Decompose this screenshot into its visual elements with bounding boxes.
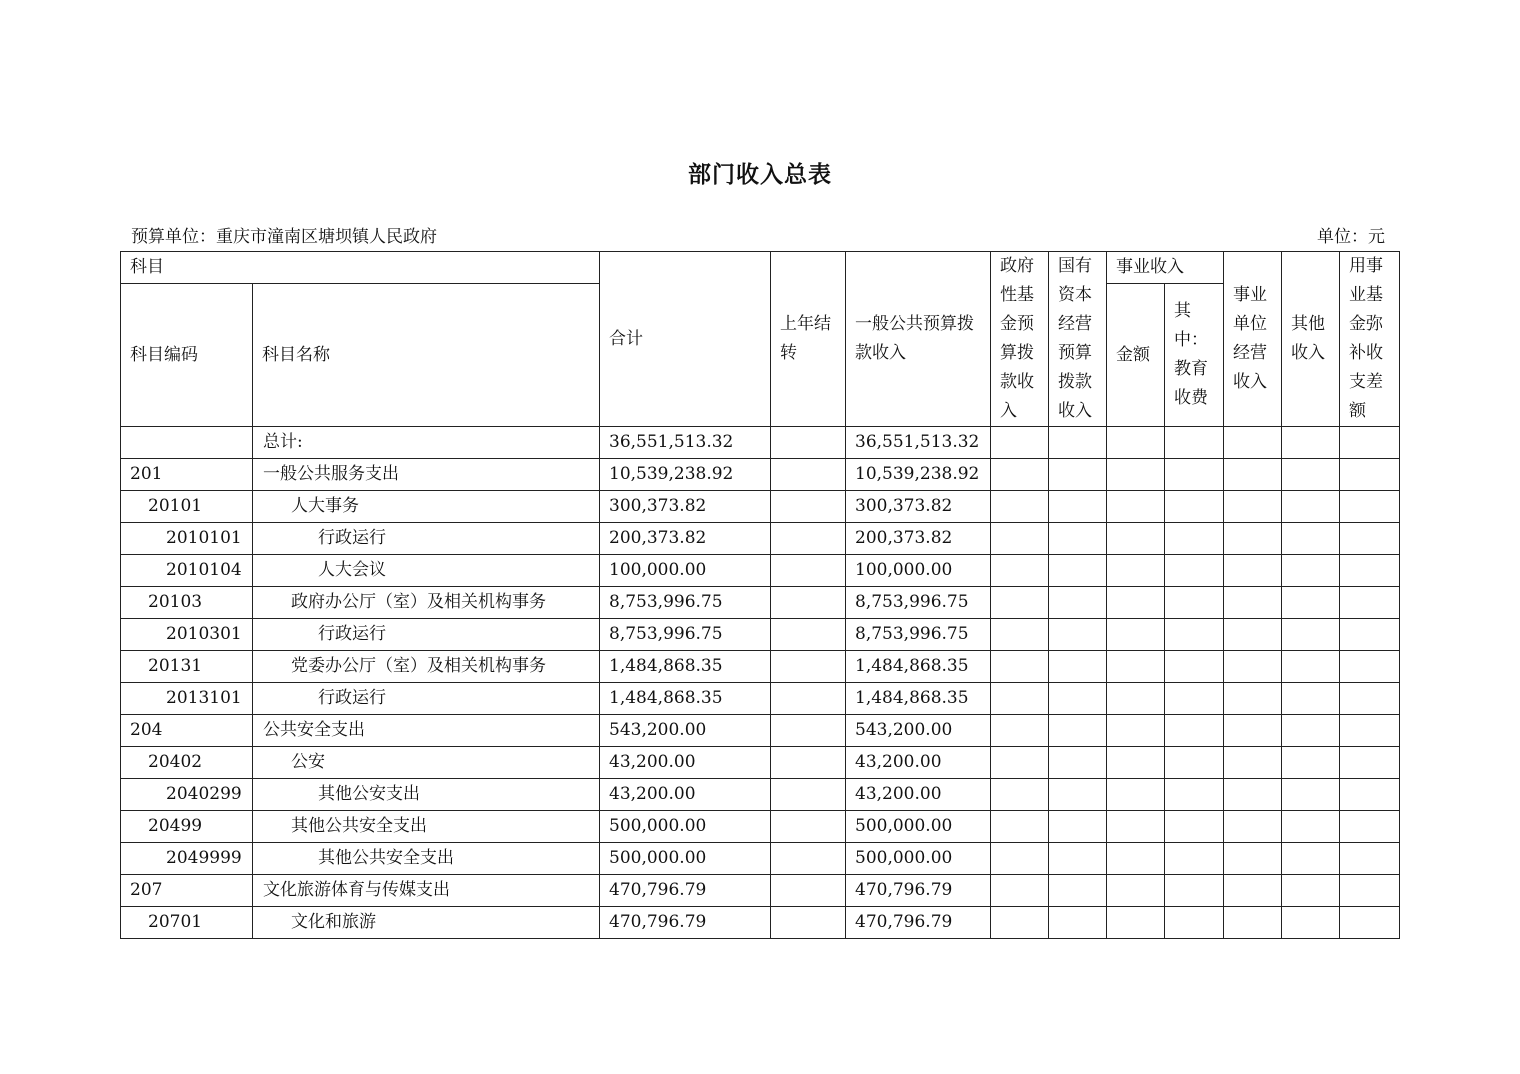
row-total: 100,000.00 — [600, 555, 771, 587]
row-state-capital — [1049, 843, 1107, 875]
row-state-capital — [1049, 587, 1107, 619]
row-code: 2010101 — [121, 523, 253, 555]
row-code: 207 — [121, 875, 253, 907]
row-state-capital — [1049, 875, 1107, 907]
row-code: 201 — [121, 459, 253, 491]
row-gov-fund — [991, 683, 1049, 715]
row-total: 470,796.79 — [600, 907, 771, 939]
row-state-capital — [1049, 779, 1107, 811]
row-general-budget: 43,200.00 — [846, 747, 991, 779]
row-general-budget: 300,373.82 — [846, 491, 991, 523]
row-code: 2013101 — [121, 683, 253, 715]
header-total: 合计 — [600, 252, 771, 427]
row-name: 其他公安支出 — [253, 779, 600, 811]
row-name: 行政运行 — [253, 683, 600, 715]
row-code: 2010301 — [121, 619, 253, 651]
header-subject: 科目 — [121, 252, 600, 284]
total-row — [121, 427, 1400, 459]
row-other-income — [1282, 491, 1340, 523]
row-code: 20499 — [121, 811, 253, 843]
row-carryover — [771, 491, 846, 523]
row-fund-balance — [1340, 811, 1400, 843]
row-fund-balance — [1340, 747, 1400, 779]
row-business-amount — [1107, 523, 1165, 555]
table-row — [121, 875, 1400, 907]
row-carryover — [771, 907, 846, 939]
table-row — [121, 843, 1400, 875]
row-state-capital — [1049, 459, 1107, 491]
row-total: 1,484,868.35 — [600, 683, 771, 715]
row-gov-fund — [991, 907, 1049, 939]
header-code: 科目编码 — [121, 284, 253, 427]
row-state-capital — [1049, 683, 1107, 715]
row-business-amount — [1107, 875, 1165, 907]
row-total: 8,753,996.75 — [600, 587, 771, 619]
row-education-fee — [1165, 427, 1224, 459]
row-general-budget: 543,200.00 — [846, 715, 991, 747]
row-name: 政府办公厅（室）及相关机构事务 — [253, 587, 600, 619]
row-gov-fund — [991, 587, 1049, 619]
row-gov-fund — [991, 843, 1049, 875]
row-total: 543,200.00 — [600, 715, 771, 747]
row-education-fee — [1165, 459, 1224, 491]
row-fund-balance — [1340, 843, 1400, 875]
row-gov-fund — [991, 459, 1049, 491]
row-carryover — [771, 555, 846, 587]
row-business-amount — [1107, 683, 1165, 715]
row-general-budget: 10,539,238.92 — [846, 459, 991, 491]
row-fund-balance — [1340, 619, 1400, 651]
row-general-budget: 1,484,868.35 — [846, 683, 991, 715]
row-carryover — [771, 811, 846, 843]
row-general-budget: 200,373.82 — [846, 523, 991, 555]
row-other-income — [1282, 587, 1340, 619]
row-total: 36,551,513.32 — [600, 427, 771, 459]
row-general-budget: 470,796.79 — [846, 875, 991, 907]
row-general-budget: 8,753,996.75 — [846, 587, 991, 619]
budget-unit-label: 预算单位：重庆市潼南区塘坝镇人民政府 — [131, 227, 437, 247]
table-row — [121, 811, 1400, 843]
row-business-amount — [1107, 651, 1165, 683]
row-total: 500,000.00 — [600, 843, 771, 875]
row-education-fee — [1165, 779, 1224, 811]
row-general-budget: 8,753,996.75 — [846, 619, 991, 651]
row-fund-balance — [1340, 651, 1400, 683]
row-gov-fund — [991, 715, 1049, 747]
row-education-fee — [1165, 715, 1224, 747]
row-business-operation — [1224, 427, 1282, 459]
row-business-amount — [1107, 747, 1165, 779]
row-name: 其他公共安全支出 — [253, 843, 600, 875]
row-business-operation — [1224, 651, 1282, 683]
header-amount: 金额 — [1107, 284, 1165, 427]
row-other-income — [1282, 715, 1340, 747]
row-name: 人大事务 — [253, 491, 600, 523]
row-fund-balance — [1340, 523, 1400, 555]
row-carryover — [771, 651, 846, 683]
row-gov-fund — [991, 555, 1049, 587]
row-other-income — [1282, 555, 1340, 587]
row-carryover — [771, 683, 846, 715]
row-education-fee — [1165, 555, 1224, 587]
row-gov-fund — [991, 651, 1049, 683]
table-row — [121, 587, 1400, 619]
row-carryover — [771, 427, 846, 459]
row-name: 党委办公厅（室）及相关机构事务 — [253, 651, 600, 683]
table-row — [121, 715, 1400, 747]
row-business-operation — [1224, 907, 1282, 939]
row-business-operation — [1224, 555, 1282, 587]
row-business-amount — [1107, 587, 1165, 619]
income-summary-table — [120, 251, 1400, 939]
row-fund-balance — [1340, 491, 1400, 523]
row-business-operation — [1224, 459, 1282, 491]
row-name: 行政运行 — [253, 523, 600, 555]
table-row — [121, 523, 1400, 555]
row-gov-fund — [991, 747, 1049, 779]
row-state-capital — [1049, 491, 1107, 523]
row-total: 200,373.82 — [600, 523, 771, 555]
row-carryover — [771, 875, 846, 907]
row-state-capital — [1049, 651, 1107, 683]
row-code — [121, 427, 253, 459]
row-code: 20701 — [121, 907, 253, 939]
row-name: 其他公共安全支出 — [253, 811, 600, 843]
row-carryover — [771, 587, 846, 619]
row-other-income — [1282, 843, 1340, 875]
row-general-budget: 100,000.00 — [846, 555, 991, 587]
header-row-1 — [121, 252, 1400, 284]
row-education-fee — [1165, 491, 1224, 523]
row-carryover — [771, 619, 846, 651]
row-fund-balance — [1340, 459, 1400, 491]
row-other-income — [1282, 459, 1340, 491]
row-code: 20103 — [121, 587, 253, 619]
row-general-budget: 500,000.00 — [846, 843, 991, 875]
row-business-operation — [1224, 523, 1282, 555]
row-business-amount — [1107, 459, 1165, 491]
row-code: 20402 — [121, 747, 253, 779]
row-code: 20101 — [121, 491, 253, 523]
row-total: 43,200.00 — [600, 779, 771, 811]
row-education-fee — [1165, 843, 1224, 875]
row-code: 2040299 — [121, 779, 253, 811]
row-fund-balance — [1340, 427, 1400, 459]
row-gov-fund — [991, 523, 1049, 555]
row-other-income — [1282, 619, 1340, 651]
row-state-capital — [1049, 555, 1107, 587]
page-title: 部门收入总表 — [688, 162, 832, 188]
row-code: 2010104 — [121, 555, 253, 587]
table-row — [121, 683, 1400, 715]
row-education-fee — [1165, 907, 1224, 939]
row-code: 20131 — [121, 651, 253, 683]
row-business-amount — [1107, 811, 1165, 843]
row-business-amount — [1107, 491, 1165, 523]
row-business-operation — [1224, 619, 1282, 651]
row-code: 2049999 — [121, 843, 253, 875]
row-fund-balance — [1340, 683, 1400, 715]
row-name: 行政运行 — [253, 619, 600, 651]
row-business-operation — [1224, 683, 1282, 715]
row-education-fee — [1165, 651, 1224, 683]
row-total: 300,373.82 — [600, 491, 771, 523]
row-name: 公安 — [253, 747, 600, 779]
row-carryover — [771, 523, 846, 555]
row-business-amount — [1107, 843, 1165, 875]
row-carryover — [771, 459, 846, 491]
table-row — [121, 459, 1400, 491]
row-name: 文化和旅游 — [253, 907, 600, 939]
row-business-amount — [1107, 715, 1165, 747]
row-other-income — [1282, 683, 1340, 715]
row-business-amount — [1107, 619, 1165, 651]
currency-unit-label: 单位：元 — [1317, 227, 1385, 247]
row-other-income — [1282, 811, 1340, 843]
row-name: 公共安全支出 — [253, 715, 600, 747]
row-fund-balance — [1340, 875, 1400, 907]
row-other-income — [1282, 779, 1340, 811]
table-row — [121, 491, 1400, 523]
row-gov-fund — [991, 875, 1049, 907]
row-general-budget: 43,200.00 — [846, 779, 991, 811]
row-business-amount — [1107, 555, 1165, 587]
row-code: 204 — [121, 715, 253, 747]
row-state-capital — [1049, 747, 1107, 779]
header-state-capital: 国有资本经营预算拨款收入 — [1049, 252, 1107, 427]
row-state-capital — [1049, 811, 1107, 843]
table-row — [121, 907, 1400, 939]
row-business-operation — [1224, 715, 1282, 747]
row-education-fee — [1165, 619, 1224, 651]
header-education-fee: 其中：教育收费 — [1165, 284, 1224, 427]
row-fund-balance — [1340, 715, 1400, 747]
row-fund-balance — [1340, 555, 1400, 587]
row-total: 470,796.79 — [600, 875, 771, 907]
row-state-capital — [1049, 427, 1107, 459]
row-total: 10,539,238.92 — [600, 459, 771, 491]
row-other-income — [1282, 907, 1340, 939]
row-gov-fund — [991, 811, 1049, 843]
row-education-fee — [1165, 811, 1224, 843]
row-gov-fund — [991, 427, 1049, 459]
row-total: 43,200.00 — [600, 747, 771, 779]
row-business-operation — [1224, 747, 1282, 779]
row-other-income — [1282, 427, 1340, 459]
row-state-capital — [1049, 715, 1107, 747]
table-row — [121, 747, 1400, 779]
header-business-income: 事业收入 — [1107, 252, 1224, 284]
header-name: 科目名称 — [253, 284, 600, 427]
row-state-capital — [1049, 619, 1107, 651]
row-other-income — [1282, 747, 1340, 779]
header-other-income: 其他收入 — [1282, 252, 1340, 427]
row-carryover — [771, 715, 846, 747]
row-total: 1,484,868.35 — [600, 651, 771, 683]
row-business-operation — [1224, 875, 1282, 907]
row-business-amount — [1107, 427, 1165, 459]
row-carryover — [771, 779, 846, 811]
row-other-income — [1282, 523, 1340, 555]
row-general-budget: 470,796.79 — [846, 907, 991, 939]
row-general-budget: 36,551,513.32 — [846, 427, 991, 459]
row-business-amount — [1107, 779, 1165, 811]
row-business-operation — [1224, 491, 1282, 523]
row-fund-balance — [1340, 779, 1400, 811]
row-state-capital — [1049, 907, 1107, 939]
table-row — [121, 555, 1400, 587]
row-business-amount — [1107, 907, 1165, 939]
row-gov-fund — [991, 619, 1049, 651]
row-carryover — [771, 747, 846, 779]
row-general-budget: 500,000.00 — [846, 811, 991, 843]
row-name: 人大会议 — [253, 555, 600, 587]
row-name: 文化旅游体育与传媒支出 — [253, 875, 600, 907]
row-fund-balance — [1340, 587, 1400, 619]
row-total: 500,000.00 — [600, 811, 771, 843]
row-total: 8,753,996.75 — [600, 619, 771, 651]
row-fund-balance — [1340, 907, 1400, 939]
header-business-operation: 事业单位经营收入 — [1224, 252, 1282, 427]
row-name: 一般公共服务支出 — [253, 459, 600, 491]
row-general-budget: 1,484,868.35 — [846, 651, 991, 683]
row-business-operation — [1224, 843, 1282, 875]
row-gov-fund — [991, 779, 1049, 811]
row-state-capital — [1049, 523, 1107, 555]
row-gov-fund — [991, 491, 1049, 523]
row-other-income — [1282, 651, 1340, 683]
row-other-income — [1282, 875, 1340, 907]
row-education-fee — [1165, 747, 1224, 779]
row-carryover — [771, 843, 846, 875]
table-row — [121, 779, 1400, 811]
header-carryover: 上年结转 — [771, 252, 846, 427]
row-education-fee — [1165, 875, 1224, 907]
row-education-fee — [1165, 683, 1224, 715]
row-education-fee — [1165, 523, 1224, 555]
table-row — [121, 651, 1400, 683]
row-name: 总计: — [253, 427, 600, 459]
header-fund-balance: 用事业基金弥补收支差额 — [1340, 252, 1400, 427]
row-business-operation — [1224, 811, 1282, 843]
header-general-budget: 一般公共预算拨款收入 — [846, 252, 991, 427]
row-business-operation — [1224, 779, 1282, 811]
table-row — [121, 619, 1400, 651]
header-gov-fund: 政府性基金预算拨款收入 — [991, 252, 1049, 427]
row-education-fee — [1165, 587, 1224, 619]
row-business-operation — [1224, 587, 1282, 619]
